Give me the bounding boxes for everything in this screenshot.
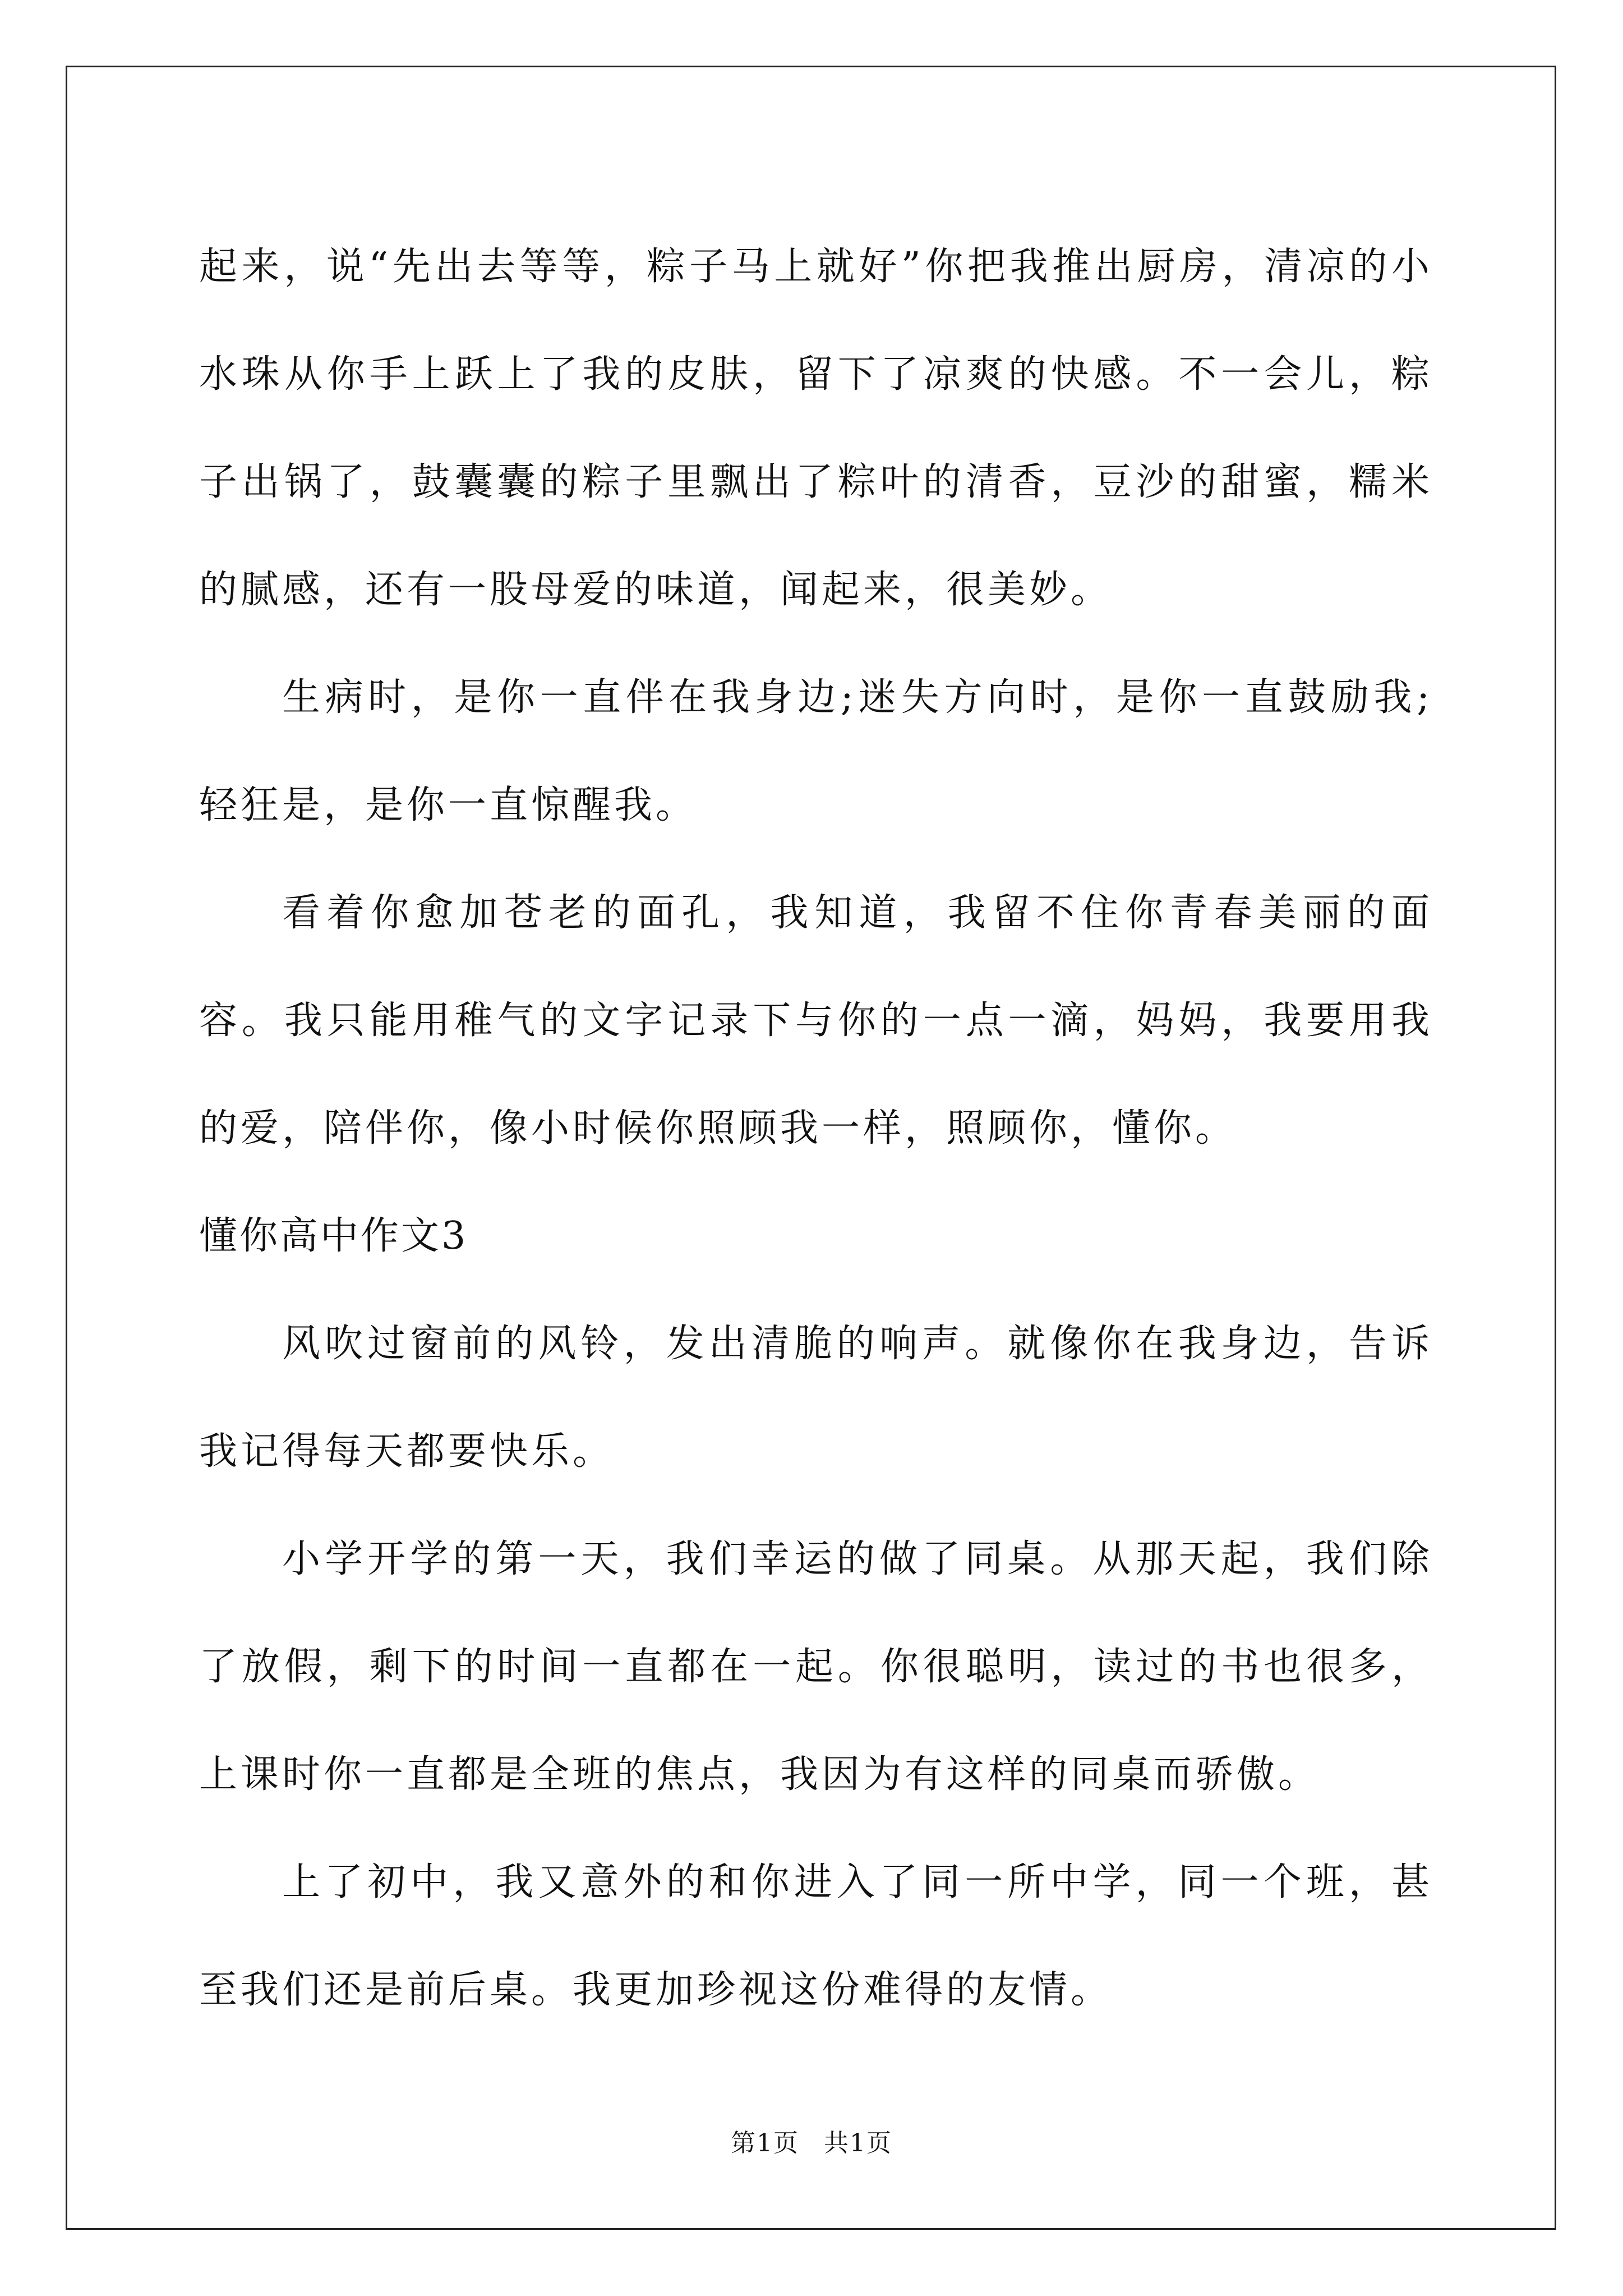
section-heading: 懂你高中作文3 — [199, 1214, 468, 1258]
page-number-current: 第1页 — [731, 2129, 799, 2157]
page-footer — [0, 2127, 1623, 2160]
paragraph-6: 上了初中，我又意外的和你进入了同一所中学，同一个班，甚至我们还是前后桌。我更加珍视这份难得的友情。 — [199, 1860, 1433, 2012]
paragraph-2: 生病时，是你一直伴在我身边;迷失方向时，是你一直鼓励我;轻狂是，是你一直惊醒我。 — [199, 675, 1433, 827]
paragraph-1: 起来，说“先出去等等，粽子马上就好”你把我推出厨房，清凉的小水珠从你手上跃上了我的皮肤，留下了凉爽的快感。不一会儿，粽子出锅了，鼓囊囊的粽子里飘出了粽叶的清香，豆沙的甜蜜，糯米的腻感，还有一股母爱的味道，闻起来，很美妙。 — [199, 245, 1433, 612]
page-number-total: 共1页 — [824, 2129, 892, 2157]
document-body — [199, 213, 1433, 2044]
paragraph-3: 看着你愈加苍老的面孔，我知道，我留不住你青春美丽的面容。我只能用稚气的文字记录下与你的一点一滴，妈妈，我要用我的爱，陪伴你，像小时候你照顾我一样，照顾你，懂你。 — [199, 891, 1433, 1151]
paragraph-4: 风吹过窗前的风铃，发出清脆的响声。就像你在我身边，告诉我记得每天都要快乐。 — [199, 1322, 1433, 1474]
paragraph-5: 小学开学的第一天，我们幸运的做了同桌。从那天起，我们除了放假，剩下的时间一直都在一起。你很聪明，读过的书也很多，上课时你一直都是全班的焦点，我因为有这样的同桌而骄傲。 — [199, 1537, 1433, 1797]
